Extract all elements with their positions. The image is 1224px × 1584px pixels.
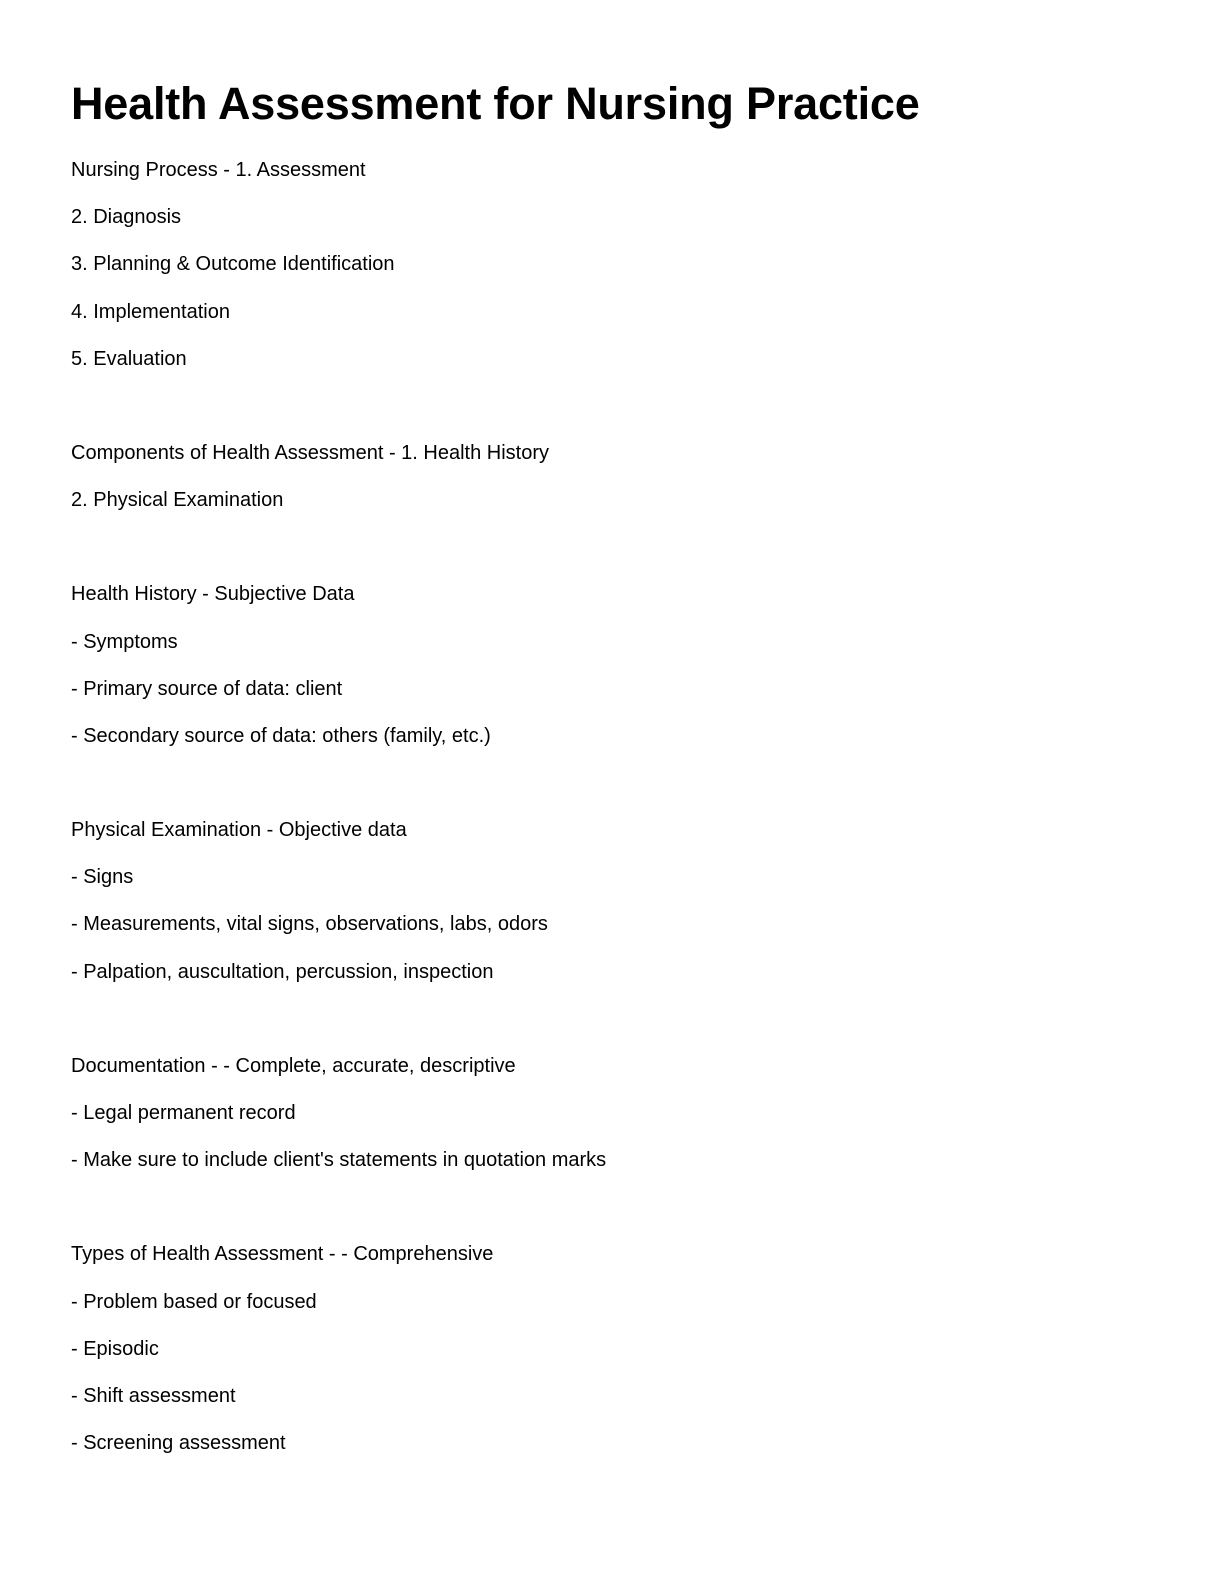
list-item: - Problem based or focused [71,1290,317,1313]
document-title: Health Assessment for Nursing Practice [71,78,920,129]
section-heading: Types of Health Assessment - - Comprehensive [71,1243,494,1266]
list-item: - Signs [71,866,134,889]
list-item: - Measurements, vital signs, observations, labs, odors [71,913,548,936]
section-heading: Documentation - - Complete, accurate, descriptive [71,1054,516,1077]
section-heading: Nursing Process - 1. Assessment [71,159,366,181]
section-heading: Health History - Subjective Data [71,583,355,606]
list-item: - Shift assessment [71,1384,236,1407]
section-types-of-assessment [71,1239,1151,1475]
document-body [71,155,1151,1522]
list-item: 2. Physical Examination [71,489,284,512]
section-physical-examination [71,815,1151,1004]
list-item: - Make sure to include client's statements in quotation marks [71,1149,607,1172]
section-health-history [71,579,1151,768]
list-item: - Primary source of data: client [71,677,343,700]
list-item: 5. Evaluation [71,347,187,370]
section-components [71,438,1151,532]
list-item: - Legal permanent record [71,1102,296,1124]
section-documentation [71,1051,1151,1193]
list-item: 4. Implementation [71,300,230,323]
list-item: - Screening assessment [71,1432,286,1455]
list-item: - Episodic [71,1337,159,1360]
list-item: - Symptoms [71,630,178,653]
section-nursing-process [71,155,1151,391]
list-item: - Secondary source of data: others (family, etc.) [71,724,491,747]
list-item: - Palpation, auscultation, percussion, inspection [71,960,494,983]
list-item: 2. Diagnosis [71,206,182,229]
section-heading: Physical Examination - Objective data [71,819,407,842]
section-heading: Components of Health Assessment - 1. Health History [71,441,549,464]
list-item: 3. Planning & Outcome Identification [71,253,395,276]
